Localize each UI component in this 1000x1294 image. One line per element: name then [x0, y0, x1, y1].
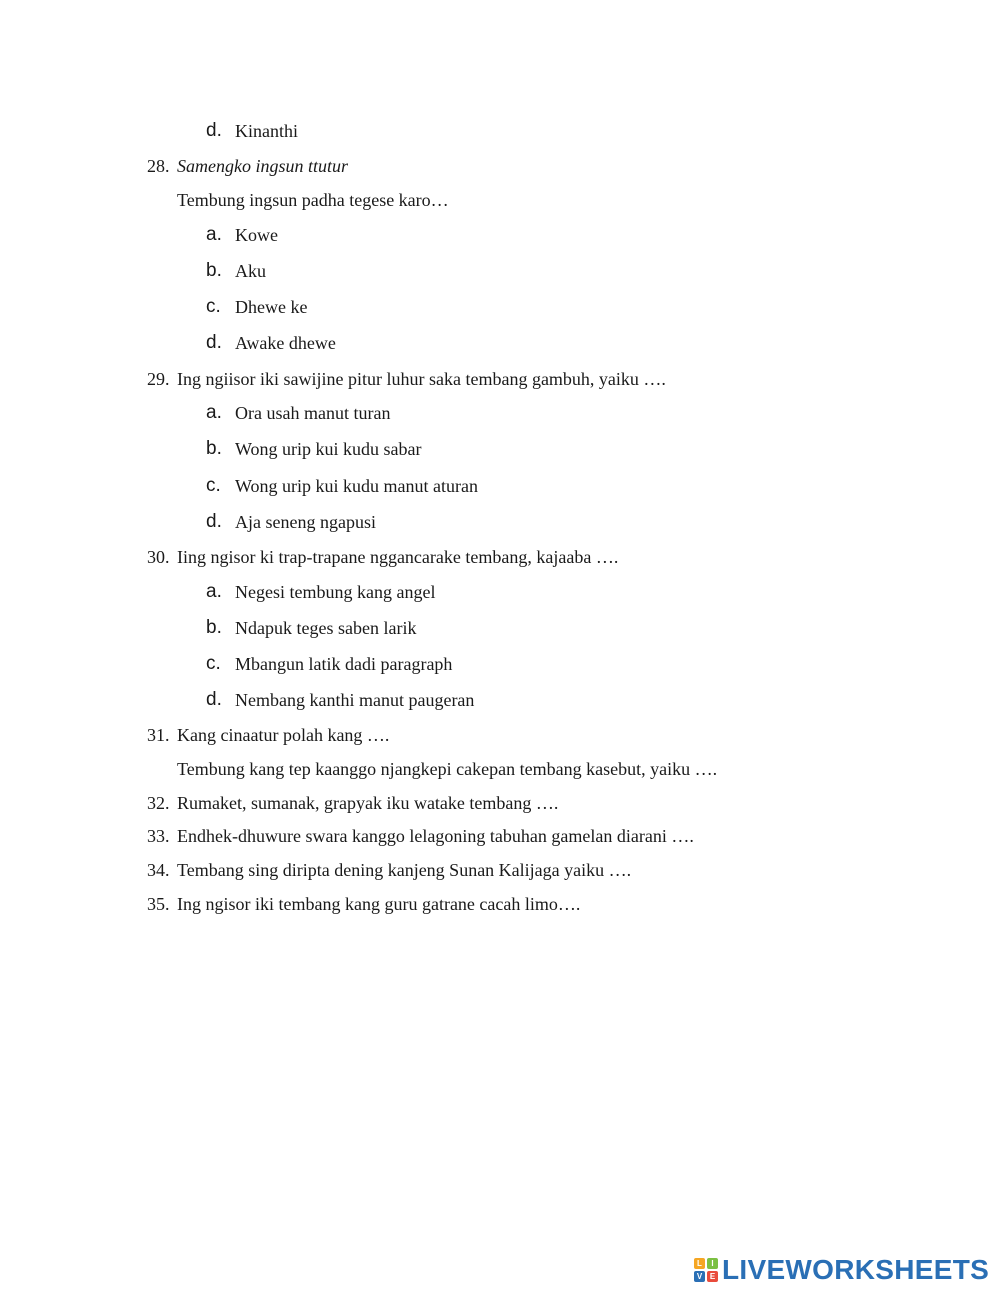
- option-text: Awake dhewe: [235, 333, 336, 353]
- option-letter: b.: [206, 438, 222, 459]
- question-number: 31.: [147, 725, 170, 745]
- option-letter: d.: [206, 120, 222, 141]
- question-text: Ing ngiisor iki sawijine pitur luhur saka tembang gambuh, yaiku ….: [177, 369, 666, 389]
- liveworksheets-logo: [694, 1255, 989, 1285]
- option-letter: a.: [206, 224, 222, 245]
- question-number: 28.: [147, 156, 170, 176]
- option-letter: d.: [206, 689, 222, 710]
- option-text: Kinanthi: [235, 121, 298, 141]
- question-number: 33.: [147, 826, 170, 846]
- question-number: 32.: [147, 793, 170, 813]
- option-letter: d.: [206, 511, 222, 532]
- option-text: Dhewe ke: [235, 297, 308, 317]
- option-text: Nembang kanthi manut paugeran: [235, 690, 475, 710]
- logo-icon-cell: L: [694, 1258, 705, 1269]
- liveworksheets-logo-icon: [694, 1258, 718, 1282]
- question-text: Tembang sing diripta dening kanjeng Sunan Kalijaga yaiku ….: [177, 860, 632, 880]
- logo-icon-cell: I: [707, 1258, 718, 1269]
- question-subtext: Tembung ingsun padha tegese karo…: [177, 190, 449, 210]
- option-letter: c.: [206, 653, 221, 674]
- option-text: Aja seneng ngapusi: [235, 512, 376, 532]
- question-text: Ing ngisor iki tembang kang guru gatrane cacah limo….: [177, 894, 581, 914]
- question-text: Endhek-dhuwure swara kanggo lelagoning tabuhan gamelan diarani ….: [177, 826, 694, 846]
- question-text: Iing ngisor ki trap-trapane nggancarake tembang, kajaaba ….: [177, 547, 619, 567]
- logo-text: LIVEWORKSHEETS: [722, 1254, 990, 1285]
- option-text: Wong urip kui kudu manut aturan: [235, 476, 479, 496]
- question-subtext: Tembung kang tep kaanggo njangkepi cakepan tembang kasebut, yaiku ….: [177, 759, 718, 779]
- option-text: Mbangun latik dadi paragraph: [235, 654, 453, 674]
- option-text: Negesi tembung kang angel: [235, 582, 436, 602]
- question-text: Kang cinaatur polah kang ….: [177, 725, 390, 745]
- question-number: 34.: [147, 860, 170, 880]
- option-letter: b.: [206, 617, 222, 638]
- option-letter: a.: [206, 402, 222, 423]
- option-letter: b.: [206, 260, 222, 281]
- question-number: 29.: [147, 369, 170, 389]
- option-text: Ndapuk teges saben larik: [235, 618, 417, 638]
- question-text: Rumaket, sumanak, grapyak iku watake tembang ….: [177, 793, 559, 813]
- option-letter: c.: [206, 475, 221, 496]
- option-text: Aku: [235, 261, 266, 281]
- option-text: Kowe: [235, 225, 278, 245]
- option-letter: d.: [206, 332, 222, 353]
- option-text: Wong urip kui kudu sabar: [235, 439, 422, 459]
- option-letter: c.: [206, 296, 221, 317]
- option-text: Ora usah manut turan: [235, 403, 391, 423]
- question-number: 35.: [147, 894, 170, 914]
- question-number: 30.: [147, 547, 170, 567]
- logo-icon-cell: E: [707, 1271, 718, 1282]
- logo-icon-cell: V: [694, 1271, 705, 1282]
- question-text: Samengko ingsun ttutur: [177, 156, 348, 176]
- option-letter: a.: [206, 581, 222, 602]
